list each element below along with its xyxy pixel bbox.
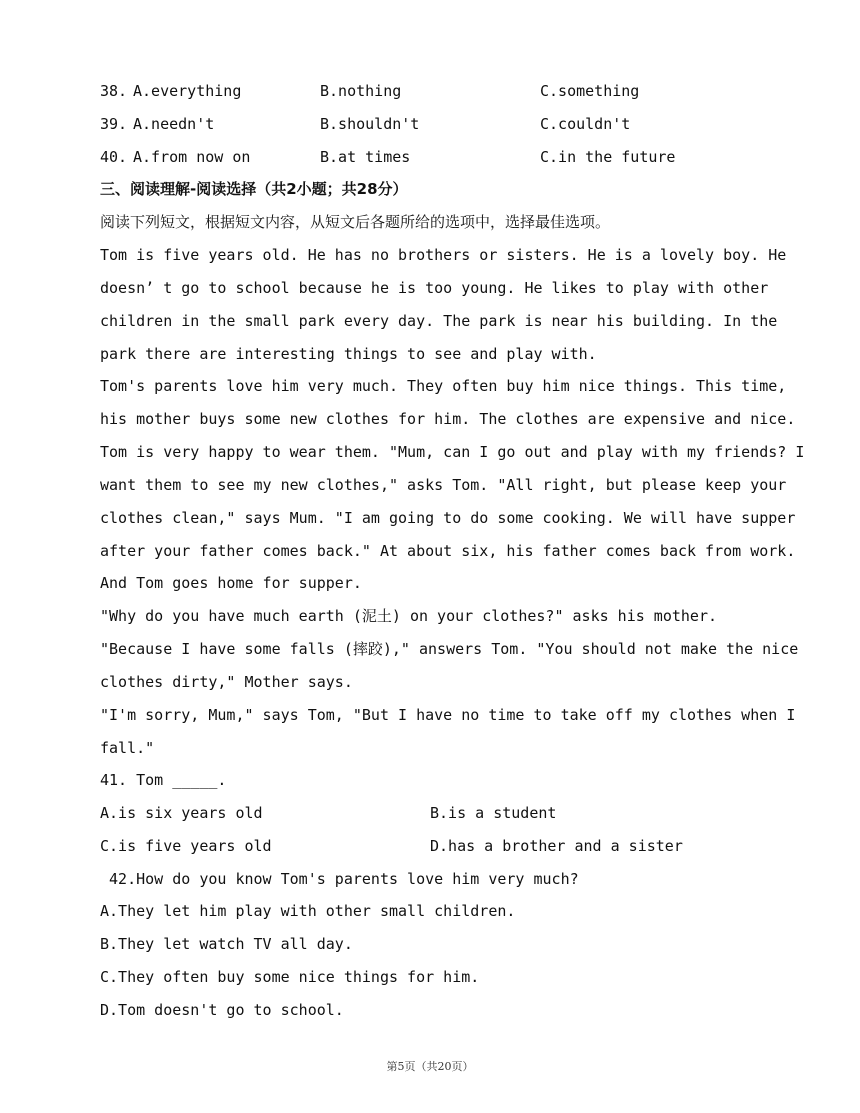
section-heading: 三、阅读理解-阅读选择（共2小题；共28分） xyxy=(100,180,408,198)
question-number: 38. xyxy=(100,82,128,100)
passage-line: "Why do you have much earth (泥土) on your clothes?" asks his mother. xyxy=(100,607,717,625)
passage-line: clothes dirty," Mother says. xyxy=(100,673,353,691)
passage-line: doesn’ t go to school because he is too young. He likes to play with other xyxy=(100,279,769,297)
option-b: B.shouldn't xyxy=(320,115,420,133)
option-b: B.is a student xyxy=(430,804,557,822)
passage-line: fall." xyxy=(100,739,155,757)
question-42-stem: 42.How do you know Tom's parents love him very much? xyxy=(100,870,579,888)
option-c: C.in the future xyxy=(540,148,676,166)
option-c: C.is five years old xyxy=(100,837,272,855)
passage-line: Tom's parents love him very much. They often buy him nice things. This time, xyxy=(100,377,787,395)
option-a: A.They let him play with other small children. xyxy=(100,902,516,920)
option-row-39 xyxy=(100,114,760,134)
passage-line: children in the small park every day. The park is near his building. In the xyxy=(100,312,778,330)
question-number: 40. xyxy=(100,148,128,166)
passage-line: Tom is five years old. He has no brothers or sisters. He is a lovely boy. He xyxy=(100,246,787,264)
passage-line: "I'm sorry, Mum," says Tom, "But I have no time to take off my clothes when I xyxy=(100,706,796,724)
option-c: C.something xyxy=(540,82,640,100)
question-41-options-row-1 xyxy=(100,803,760,823)
passage-line: after your father comes back." At about six, his father comes back from work. xyxy=(100,542,796,560)
option-d: D.has a brother and a sister xyxy=(430,837,683,855)
instruction-text: 阅读下列短文，根据短文内容，从短文后各题所给的选项中，选择最佳选项。 xyxy=(100,213,611,231)
option-a: A.from now on xyxy=(133,148,251,166)
option-b: B.nothing xyxy=(320,82,402,100)
option-a: A.is six years old xyxy=(100,804,263,822)
option-row-38 xyxy=(100,81,760,101)
option-b: B.They let watch TV all day. xyxy=(100,935,353,953)
question-41-options-row-2 xyxy=(100,836,760,856)
option-b: B.at times xyxy=(320,148,411,166)
option-c: C.couldn't xyxy=(540,115,631,133)
question-number: 39. xyxy=(100,115,128,133)
option-a: A.needn't xyxy=(133,115,215,133)
question-41-stem: 41. Tom _____. xyxy=(100,771,227,789)
passage-line: his mother buys some new clothes for him. The clothes are expensive and nice. xyxy=(100,410,796,428)
passage-line: "Because I have some falls (摔跤)," answers Tom. "You should not make the nice xyxy=(100,640,799,658)
option-row-40 xyxy=(100,147,760,167)
passage-line: Tom is very happy to wear them. "Mum, can I go out and play with my friends? I xyxy=(100,443,805,461)
option-a: A.everything xyxy=(133,82,242,100)
passage-line: park there are interesting things to see and play with. xyxy=(100,345,597,363)
passage-line: clothes clean," says Mum. "I am going to do some cooking. We will have supper xyxy=(100,509,796,527)
passage-line: want them to see my new clothes," asks Tom. "All right, but please keep your xyxy=(100,476,787,494)
option-d: D.Tom doesn't go to school. xyxy=(100,1001,344,1019)
page-footer: 第5页（共20页） xyxy=(386,1060,474,1073)
option-c: C.They often buy some nice things for him. xyxy=(100,968,480,986)
passage-line: And Tom goes home for supper. xyxy=(100,574,362,592)
